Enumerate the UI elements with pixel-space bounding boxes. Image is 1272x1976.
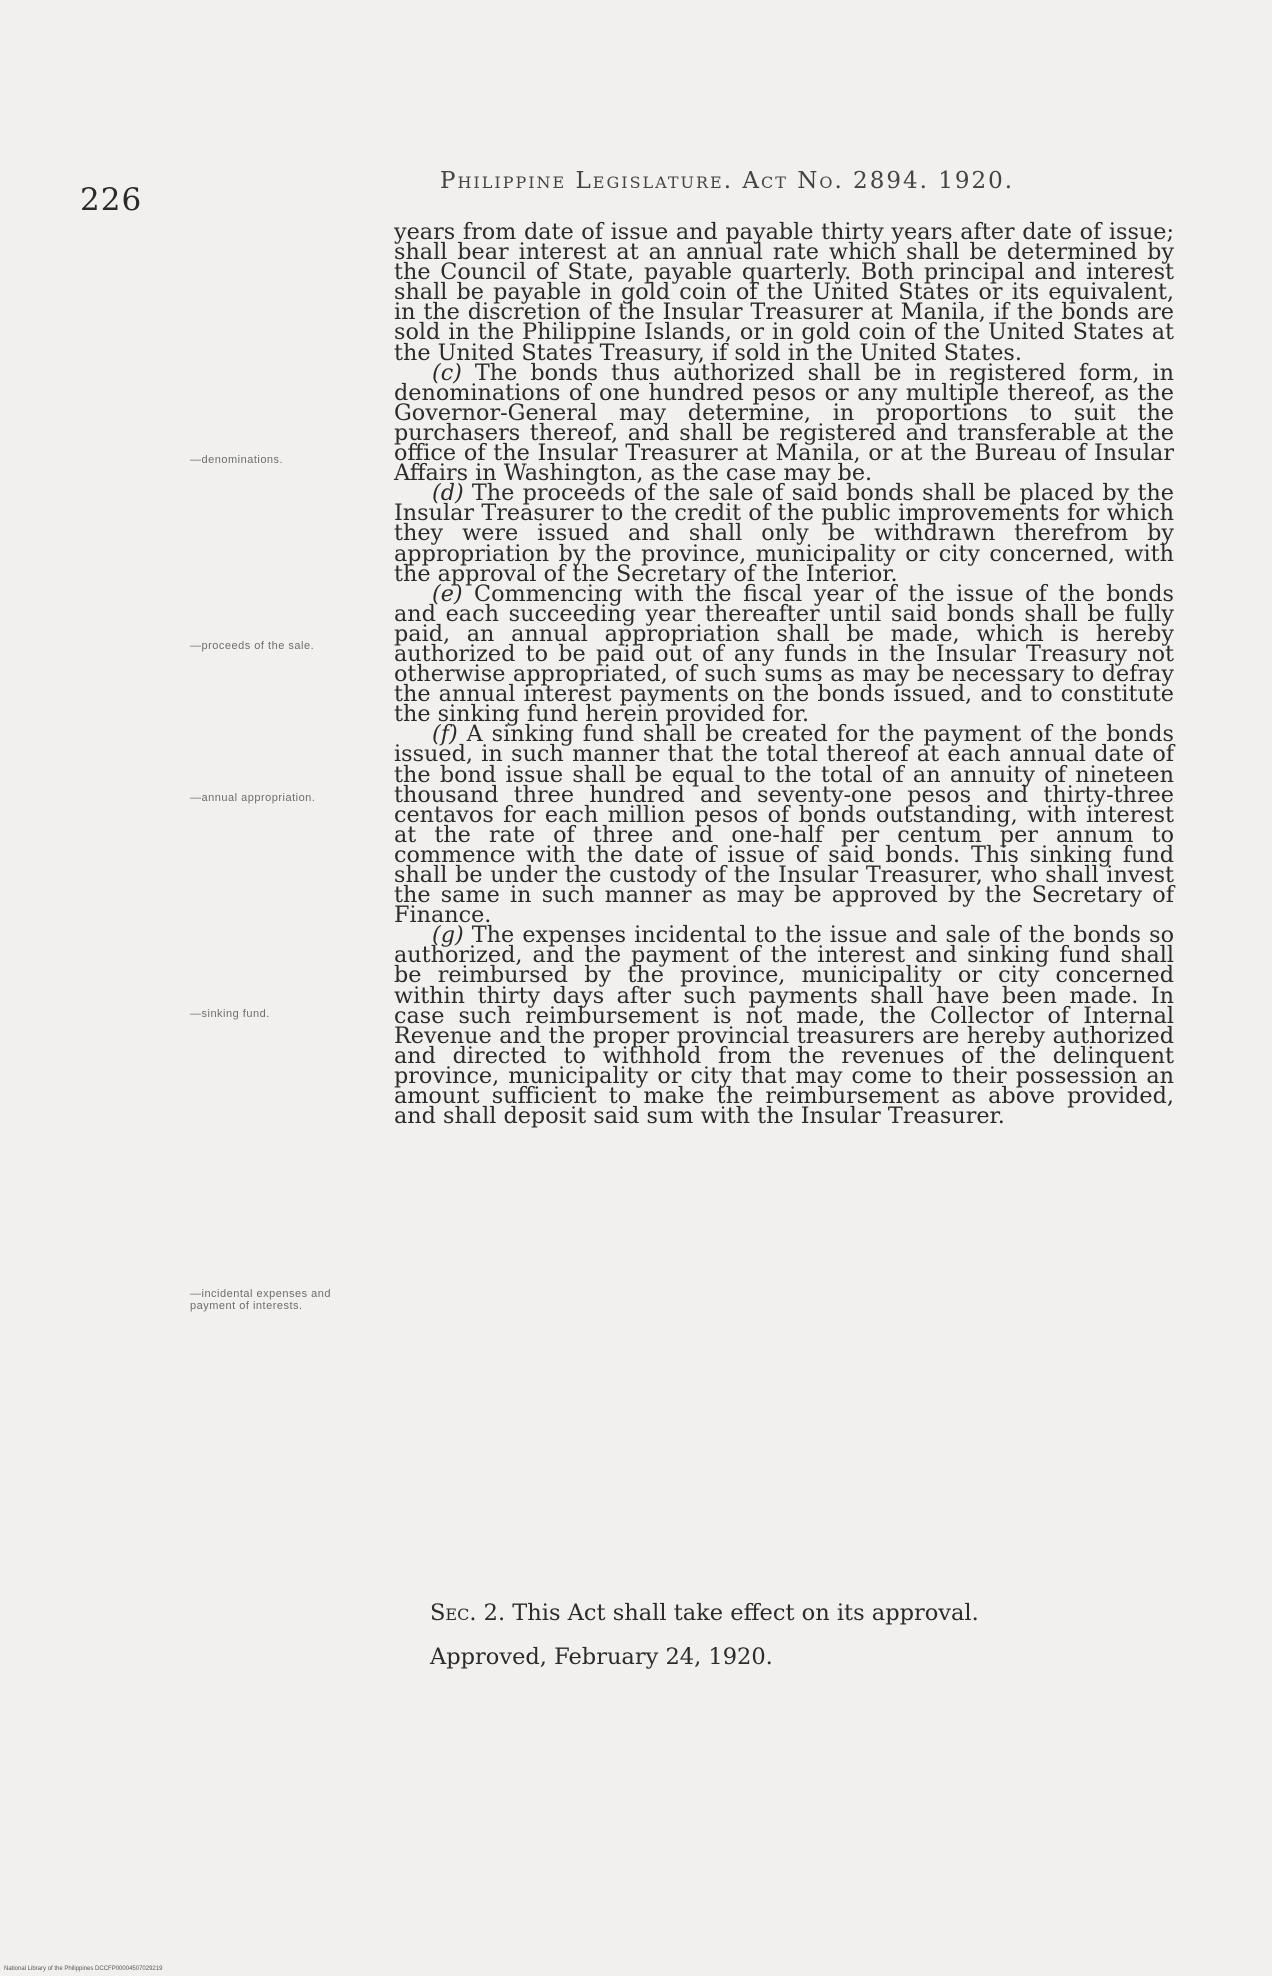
page-number: 226 xyxy=(80,182,143,218)
marginal-note-sinking-fund: —sinking fund. xyxy=(190,1008,270,1020)
section-2-label: Sec. 2. xyxy=(430,1600,506,1626)
paragraph-c xyxy=(394,359,1174,487)
section-2 xyxy=(430,1600,979,1626)
section-2-text: This Act shall take effect on its approval. xyxy=(505,1600,979,1626)
paragraph-d-label: (d) xyxy=(432,480,464,507)
marginal-note-denominations: —denominations. xyxy=(190,454,284,466)
footer-credit: National Library of the Philippines DCCFP00004507029219 xyxy=(4,1966,163,1972)
paragraph-f xyxy=(394,721,1174,929)
paragraph-e-label: (e) xyxy=(432,580,463,607)
marginal-note-proceeds: —proceeds of the sale. xyxy=(190,640,315,652)
approved-date: Approved, February 24, 1920. xyxy=(430,1644,773,1670)
paragraph-b-continued: years from date of issue and payable thirty years after date of issue; shall bear interest at an annual rate which shall be determined by the Council of State, payable quarterly. Both principal and interest shall be payable in gold coin of the United States or its equivalent, in the discretion of the Insular Treasurer at Manila, if the bonds are sold in the Philippine Islands, or in gold coin of the United States at the United States Treasury, if sold in the United States. xyxy=(394,219,1174,366)
paragraph-d-text: The proceeds of the sale of said bonds shall be placed by the Insular Treasurer to the credit of the public improvements for which they were issued and shall only be withdrawn therefrom by appropriation by the province, municipality or city concerned, with the approval of the Secretary of the Interior. xyxy=(394,480,1174,587)
paragraph-g xyxy=(394,922,1174,1130)
paragraph-c-text: The bonds thus authorized shall be in registered form, in denominations of one hundred pesos or any multiple thereof, as the Governor-General may determine, in proportions to suit the purchasers thereof, and shall be registered and transferable at the office of the Insular Treasurer at Manila, or at the Bureau of Insular Affairs in Washington, as the case may be. xyxy=(394,359,1174,487)
paragraph-c-label: (c) xyxy=(432,359,462,386)
paragraph-f-label: (f) xyxy=(432,721,458,748)
paragraph-g-label: (g) xyxy=(432,922,464,949)
running-head: Philippine Legislature. Act No. 2894. 1920. xyxy=(440,168,1015,194)
marginal-note-annual-appropriation: —annual appropriation. xyxy=(190,792,316,804)
paragraph-e xyxy=(394,580,1174,728)
paragraph-g-text: The expenses incidental to the issue and sale of the bonds so authorized, and the payment of the interest and sinking fund shall be reimbursed by the province, municipality or city concerned within thirty days after such payments shall have been made. In case such reimbursement is not made, the Collector of Internal Revenue and the proper provincial treasurers are hereby authorized and directed to withhold from the revenues of the delinquent province, municipality or city that may come to their possession an amount sufficient to make the reimbursement as above provided, and shall deposit said sum with the Insular Treasurer. xyxy=(394,922,1174,1130)
body-text xyxy=(394,219,1174,1130)
paragraph-d xyxy=(394,480,1174,587)
paragraph-f-text: A sinking fund shall be created for the payment of the bonds issued, in such manner that the total thereof at each annual date of the bond issue shall be equal to the total of an annuity of nineteen thousand three hundred and seventy-one pesos and thirty-three centavos for each million pesos of bonds outstanding, with interest at the rate of three and one-half per centum per annum to commence with the date of issue of said bonds. This sinking fund shall be under the custody of the Insular Treasurer, who shall invest the same in such manner as may be approved by the Secretary of Finance. xyxy=(394,721,1174,929)
paragraph-e-text: Commencing with the fiscal year of the issue of the bonds and each succeeding year thereafter until said bonds shall be fully paid, an annual appropriation shall be made, which is hereby authorized to be paid out of any funds in the Insular Treasury not otherwise appropriated, of such sums as may be necessary to defray the annual interest payments on the bonds issued, and to constitute the sinking fund herein provided for. xyxy=(394,580,1174,728)
marginal-note-incidental-expenses: —incidental expenses and payment of interests. xyxy=(190,1288,332,1312)
